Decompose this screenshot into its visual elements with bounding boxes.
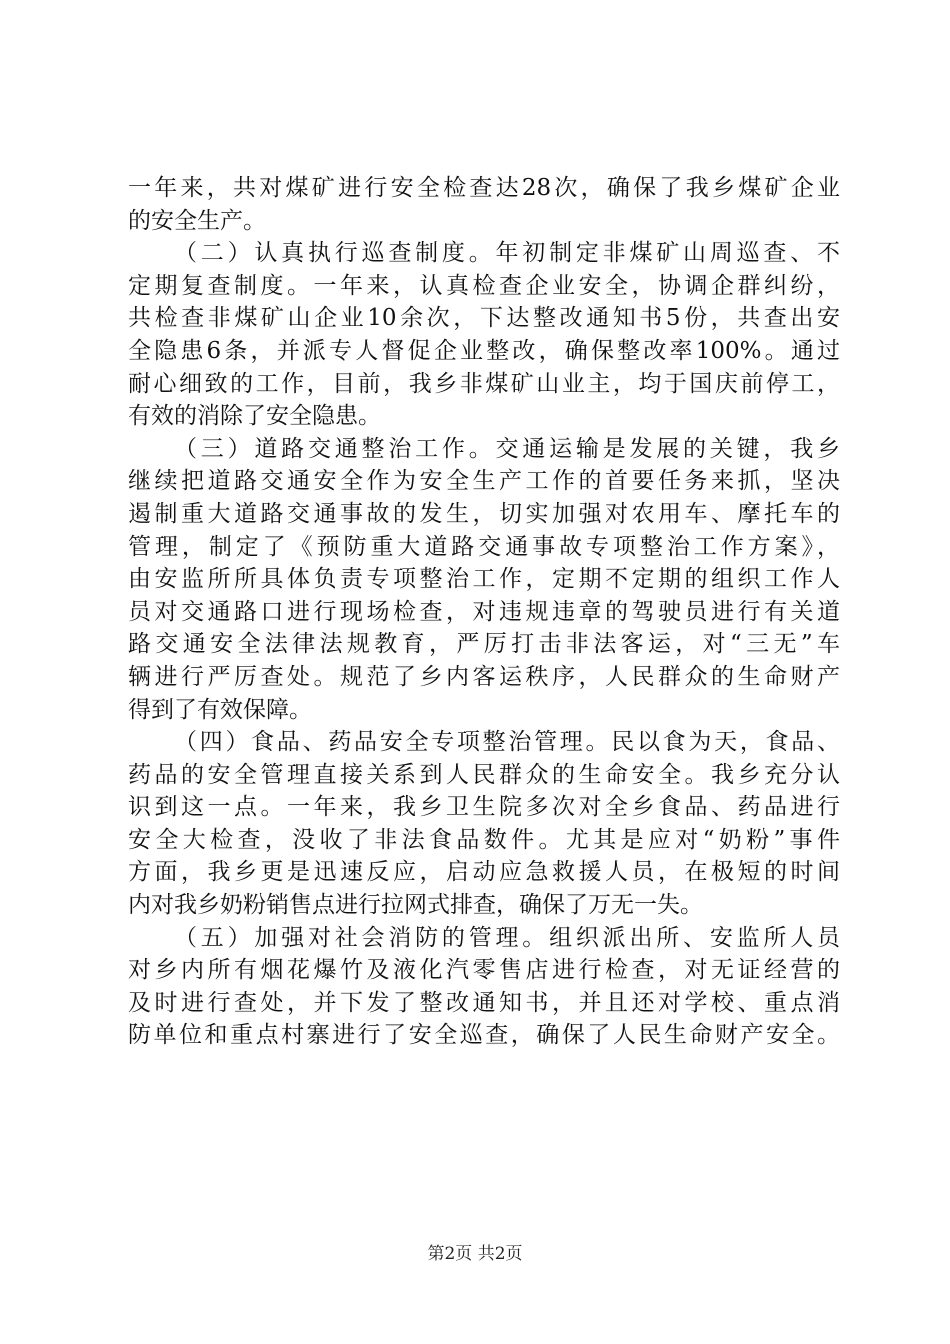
- text-line: 防单位和重点村寨进行了安全巡查，确保了人民生命财产安全。: [128, 1022, 840, 1049]
- text-line: 全隐患6条，并派专人督促企业整改，确保整改率100%。通过: [128, 337, 840, 364]
- text-line: 一年来，共对煤矿进行安全检查达28次，确保了我乡煤矿企业: [128, 175, 840, 201]
- text-line: （四）食品、药品安全专项整治管理。民以食为天，食品、: [174, 729, 840, 756]
- text-line: 的安全生产。: [128, 207, 266, 234]
- text-line: 管理，制定了《预防重大道路交通事故专项整治工作方案》，: [128, 533, 840, 560]
- text-line: 安全大检查，没收了非法食品数件。尤其是应对“奶粉”事件: [128, 826, 840, 853]
- document-body: [128, 172, 840, 1052]
- text-line: 药品的安全管理直接关系到人民群众的生命安全。我乡充分认: [128, 761, 840, 788]
- page-footer: 第2页 共2页: [427, 1244, 523, 1264]
- text-line: 得到了有效保障。: [128, 696, 312, 723]
- text-line: 继续把道路交通安全作为安全生产工作的首要任务来抓，坚决: [128, 468, 840, 495]
- text-line: 内对我乡奶粉销售点进行拉网式排查，确保了万无一失。: [128, 892, 703, 919]
- text-line: 遏制重大道路交通事故的发生，切实加强对农用车、摩托车的: [128, 500, 840, 527]
- text-line: 对乡内所有烟花爆竹及液化汽零售店进行检查，对无证经营的: [128, 957, 840, 984]
- text-line: 识到这一点。一年来，我乡卫生院多次对全乡食品、药品进行: [128, 794, 840, 821]
- text-line: 路交通安全法律法规教育，严厉打击非法客运，对“三无”车: [128, 631, 840, 658]
- text-line: （五）加强对社会消防的管理。组织派出所、安监所人员: [174, 924, 840, 951]
- text-line: 方面，我乡更是迅速反应，启动应急救援人员，在极短的时间: [128, 859, 840, 886]
- text-line: 及时进行查处，并下发了整改通知书，并且还对学校、重点消: [128, 989, 840, 1016]
- text-line: 有效的消除了安全隐患。: [128, 403, 381, 430]
- text-line: 由安监所所具体负责专项整治工作，定期不定期的组织工作人: [128, 566, 840, 593]
- text-line: 员对交通路口进行现场检查，对违规违章的驾驶员进行有关道: [128, 598, 840, 625]
- text-line: （三）道路交通整治工作。交通运输是发展的关键，我乡: [174, 435, 840, 462]
- text-line: 共检查非煤矿山企业10余次，下达整改通知书5份，共查出安: [128, 305, 840, 332]
- text-line: 耐心细致的工作，目前，我乡非煤矿山业主，均于国庆前停工，: [128, 370, 840, 397]
- text-line: 辆进行严厉查处。规范了乡内客运秩序，人民群众的生命财产: [128, 663, 840, 690]
- text-line: （二）认真执行巡查制度。年初制定非煤矿山周巡查、不: [174, 240, 840, 267]
- text-line: 定期复查制度。一年来，认真检查企业安全，协调企群纠纷，: [128, 272, 840, 299]
